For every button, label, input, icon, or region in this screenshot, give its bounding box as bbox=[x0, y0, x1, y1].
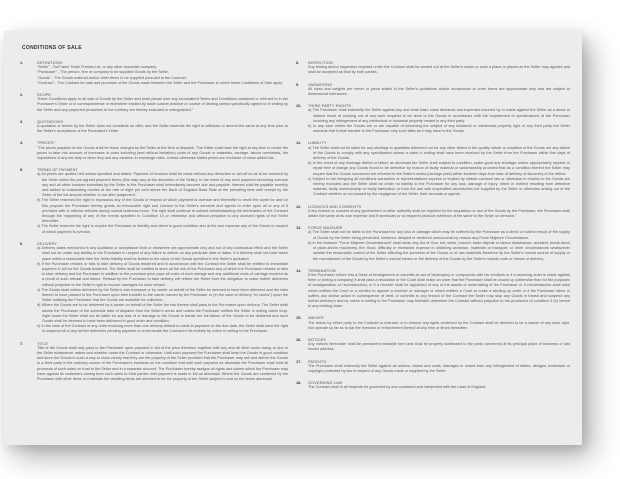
section-number: 11. bbox=[296, 140, 302, 146]
section-paragraph: Any notices hereunder shall be permanent readable form and shall be properly addressed to the party concerned at its principal place of business or last known address. bbox=[308, 342, 570, 352]
section-title: DEFINITIONS bbox=[37, 60, 63, 65]
section-paragraph: a) The Purchaser shall indemnify the Seller against any and shall claim costs demands and expenses incurred by or made against the Seller as a direct or indirect result of carrying out of any work required to be done to the Goods in accordance with the requirement or specifications of the Purchaser involving any infringement of any intellectual or industrial property vested in any third party. bbox=[308, 108, 570, 123]
section bbox=[20, 60, 288, 86]
section-paragraph: If any licence or consent of any government or other authority shall be required for the acquisition or use of the Goods by the Purchaser, the Purchaser shall obtain the same at its own expense and if necessary or so required produce evidence of the same to the Seller on demand." bbox=[308, 208, 570, 219]
section bbox=[296, 82, 570, 98]
section-number: 5. bbox=[20, 167, 24, 173]
section-title: "PRICES" bbox=[37, 140, 56, 146]
section-content bbox=[308, 380, 570, 390]
section-title: THIRD PARTY RIGHTS bbox=[308, 103, 352, 109]
section-paragraph: These Conditions apply to all sale of Goods by the Seller and shall prevail over any inconsistent Terms and Conditions contained or referred to in the Purchaser's Order or in correspondence or elsewhere implied by trade custom practice or course of dealing unless specifically agreed to in writing by the Seller and any purported provisions to the contrary are hereby excluded or extinguished." bbox=[37, 97, 288, 112]
section-title: TITLE bbox=[37, 340, 49, 346]
column-left bbox=[20, 60, 288, 397]
section-title: VARIATIONS bbox=[308, 81, 332, 87]
section-title: DELIVERY bbox=[37, 240, 57, 246]
section bbox=[20, 140, 288, 161]
section-paragraph: c) The Seller reserves the right to require the Purchaser to identify and return in good condition and at his own expense any of the Goods in respect of which payment is overdue. bbox=[37, 224, 288, 234]
section-number: 18. bbox=[296, 380, 302, 386]
section-number: 10. bbox=[296, 103, 302, 109]
column-right bbox=[296, 60, 570, 397]
section-number: 15. bbox=[296, 315, 302, 321]
section-title: LIABILITY bbox=[308, 140, 327, 146]
section-content bbox=[37, 241, 288, 335]
section-paragraph: c) Subject to the foregoing all conditions warranties or representations express or implied by statute common law or otherwise in relation to the Goods are hereby excluded and the Seller shall be under no liability to the Purchaser for any loss, damage or injury, direct or indirect resulting from defective material, faulty workmanship or faulty fabrication or from the use with unspecified accessories not supplied by the Seller or otherwise arising out of the Contract whether or not caused by the negligence of the Seller, their servants or agents. bbox=[308, 176, 570, 197]
section bbox=[296, 60, 570, 76]
section-content bbox=[308, 315, 570, 331]
section-content bbox=[308, 337, 570, 353]
section-number: 2. bbox=[20, 92, 24, 98]
section-title: FORCE MAJEURE bbox=[308, 225, 343, 231]
section-content bbox=[308, 268, 570, 310]
section-paragraph: b) In any case where the Goods are or are capable of becoming the subject of any industrial or intellectual property right of any third party the Seller warrants that it shall transfer to the Purchaser only such titles as it may have to the Goods. bbox=[308, 124, 570, 134]
section-paragraph: b) If the Purchaser refuses or fails to take delivery of Goods tendered and in accordance with the Contract the Seller shall be entitled to immediate payment in full for the Goods tendered. The Seller shall be entitled to store all the risk of the Purchaser any of which the Purchaser refuses or fails to take delivery and the Purchaser in addition to the purchase price pays all costs of such storage and any additional costs of carriage incurred as a result of such refusal and failure. Refusal by the Purchaser to take delivery will relieve the Seller from the obligation to make further deliveries without prejudice to the Seller's right to recover damages for such refusal. bbox=[37, 261, 288, 287]
section bbox=[296, 225, 570, 261]
section-title: TERMS OF PAYMENT bbox=[37, 167, 79, 173]
section-number: 17. bbox=[296, 358, 302, 364]
section-content bbox=[308, 359, 570, 375]
section-paragraph: a) The Seller shall not be liable for any shortage in quantities delivered nor for any other defect in the quality nature or condition of the Goods nor any failure of the Goods to comply with any specification unless a claim in writing shall have been received by the Seller from the Purchaser within five days of delivery of the Goods. bbox=[308, 145, 570, 161]
section-paragraph: "Contract" - The Contract for sale and purchase of the Goods made between the Seller and the Purchaser to which these Conditions of Sale apply. bbox=[37, 80, 283, 85]
section bbox=[296, 337, 570, 353]
section-content bbox=[37, 140, 288, 161]
section-paragraph: "The prices payable for the Goods shall be those charged by the Seller at the time of dispatch. The Seller shall have the right at any time to revise the prices to take into account of increases in costs including (and without limitation) costs of any Goods or materials, carriage, labour overheads, the impositions of any tax duty or other levy and any variation in exchange rates. Unless otherwise stated prices are exclusive of value added tax. bbox=[37, 145, 288, 161]
section-content bbox=[308, 204, 570, 220]
section-title: LICENCES AND CONSENTS bbox=[308, 203, 362, 209]
section-number: 3. bbox=[20, 118, 24, 124]
section-number: 13. bbox=[296, 225, 302, 231]
section-paragraph: a) Delivery dates mentioned in any quotation or acceptance form or elsewhere are approximate only and not of any contractual effect and the Seller shall not be under any liability to the Purchaser in respect of any failure to deliver on any particular date or dates. If a delivery shall not have taken place within a reasonable time the Seller liability shall be limited to the value of the Goods specified in the Seller's quotation. bbox=[37, 246, 288, 261]
section-paragraph: "Seller" - TruFrame Trade Frames Ltd. or any other associate company. bbox=[37, 65, 157, 70]
section-paragraph: b) In the instance "Force Majeure Circumstances" shall mean any Act of God, riot, strike, lockout, trade dispute or labour disturbance, accident, break-down of plant and/or machinery, fire, flood, difficulty or increased expense in obtaining workman, materials or transport, or other circumstances whatsoever outside the reasonable control of the Seller affecting the provision of the Goods or of raw materials therefore by the Seller's normal source of supply or the manufacture of the Goods by the Seller's normal means or the delivery of the Goods by the Seller's normal route or means of delivery. bbox=[308, 240, 570, 261]
section-paragraph: Any testing and/or inspection required under the Contract shall be carried out at the Seller's works or such a place or places as the Seller may appoint and shall be accepted as final by both parties. bbox=[308, 65, 570, 75]
section-content bbox=[308, 140, 570, 197]
section-content bbox=[308, 82, 570, 98]
section bbox=[296, 268, 570, 310]
section-title: TERMINATION bbox=[308, 267, 336, 273]
page-title: CONDITIONS OF SALE bbox=[22, 45, 82, 51]
section-content bbox=[308, 225, 570, 261]
section-title: QUOTATIONS bbox=[37, 118, 64, 124]
section-title: SCOPE bbox=[37, 92, 52, 98]
section bbox=[20, 92, 288, 113]
document-page bbox=[4, 31, 582, 445]
section-title: INSPECTION bbox=[308, 60, 333, 65]
section-content bbox=[37, 119, 288, 135]
section-title: WAIVER bbox=[308, 315, 324, 321]
section bbox=[20, 241, 288, 335]
section-content bbox=[37, 60, 288, 86]
section-title: NOTICES bbox=[308, 336, 326, 342]
section-paragraph: d) Where the Goods are to be delivered by a carrier on behalf of the Seller the risk therein shall pass to the Purchaser upon delivery. The Seller shall advise the Purchaser of the schedule date of dispatch from the Seller's works and unless the Purchaser notifies the Seller in writing within forty-eight hours the Seller shall not be liable for any loss of or damage to the Goods in transit nor the failure of the Goods to be delivered and such Goods shall be deemed to have been delivered in good order and condition. bbox=[37, 303, 288, 323]
section-number: 1. bbox=[20, 60, 24, 65]
section-paragraph: A quotation or tender by the Seller does not constitute an offer, and the Seller reserves the right to withdraw or amend the same at any time prior to the Seller's acceptance of the Purchaser's Order. bbox=[37, 124, 288, 134]
section-title: GOVERNING LAW bbox=[308, 380, 343, 386]
section-number: 12. bbox=[296, 203, 302, 209]
section-paragraph: a) All prices are quoted nett unless specified and stated. Payment of invoices shall be made without any deduction or set-off so as to be received by the Seller within the pre-agreed payment terms (this may vary at the discretion of the Seller). In the event of any such payment becoming overdue any and all other invoices submitted by the Seller to the Purchaser shall immediately become due and payable. Interest shall be payable monthly and added to outstanding monies at the rate of eight per cent above the Bank of England Base Rate at the prevailing time until receipt by the Seller of the full amount whether or not after judgement. bbox=[37, 172, 288, 198]
section bbox=[296, 359, 570, 375]
section bbox=[296, 140, 570, 197]
section-paragraph: c) The Goods shall unless delivered by the Seller's own transport or by carrier on behalf of the Seller be deemed to have been delivered and the risks therein to have passed to the Purchaser upon their transfer to the carrier named by the Purchaser or (in the case of delivery "ex works") upon the Seller notifying the Purchaser that the Goods are available for collection. bbox=[37, 287, 288, 303]
section bbox=[20, 119, 288, 135]
section-paragraph: If the Purchaser enters into a Deed of Arrangement or commits an act of bankruptcy or compounds with his creditors or if a receiving order is made against them or (being a company) it shall pass a resolution or the Court shall make an order that the Purchaser shall be wound up (otherwise than for the purposes of amalgamation or reconstruction) or if a receiver shall be appointed of any of the assets or undertaking of the Purchaser or if circumstances shall arise which entitles the Court or a creditor to appoint a receiver or manager or which entitles a Court to make a winding-up order or if the Purchaser takes or suffers any similar action in consequence of debt, or commits to any breach of the Contract the Seller may stop any Goods in transit and suspend any further delivery's and by notice in writing to the Purchaser may forthwith determine the Contract without prejudice to the provisions of condition 5 (b) hereof to any existing claim. bbox=[308, 272, 570, 309]
section-paragraph: The Contract shall in all respects be governed by and construed and interpreted with the Laws of England. bbox=[308, 385, 487, 390]
section-paragraph: a) The Seller shall not be liable to the Purchaser for any loss or damage which may be suffered by the Purchaser as a direct or indirect result of the supply of Goods by the Seller being prevented, hindered, delayed or rendered uneconomic by reason any Force Majeure Circumstance. bbox=[308, 230, 570, 240]
section-content bbox=[37, 341, 288, 383]
section-content bbox=[308, 60, 570, 76]
section-paragraph: Title of the Goods shall only pass to the Purchaser upon payment in full of the price therefore together with any and all other sums owing or due to the Seller whatsoever nature and whether under the Contract or otherwise. Until such payment the Purchaser shall keep the Goods in good condition and store the Goods in such a way to show clearly that they are the property of the Seller provided that the Purchaser may sell and deliver the Goods to a third party in the ordinary course of the Purchaser's business on the condition that until such payment as aforesaid the Purchaser shall hold all proceeds of such sales on trust to the Seller and in a separate account. The Purchaser hereby assigns all rights and claims which the Purchaser may have against its customers arising from such sales to third parties until payment is made in full as aforesaid. Where the Goods are combined by the Purchaser with other items or materials the resulting items are deemed to be the property of the Seller subject to and on the terms aforesaid. bbox=[37, 345, 288, 381]
section bbox=[20, 341, 288, 383]
section-content bbox=[308, 103, 570, 134]
section bbox=[296, 315, 570, 331]
columns-container bbox=[20, 60, 570, 397]
section-content bbox=[37, 92, 288, 113]
section-number: 16. bbox=[296, 336, 302, 342]
section-number: 8. bbox=[296, 60, 300, 65]
section-paragraph: The failure by either party to the Contract to exercise or to enforce any rights conferred by the Contract shall be deemed to be a waiver of any such right. Nor operate so far as to bar the exercise or enforcement thereof at any time or times thereafter. bbox=[308, 320, 570, 330]
section-content bbox=[37, 167, 288, 235]
section-number: 6. bbox=[20, 240, 24, 246]
section-paragraph: b) The Seller reserves the right to repossess any of the Goods in respect of which payment is overdue and thereafter to resell the same for and for this purpose the Purchaser hereby grants an irrevocable right and Licence to the Seller's servants and agents to enter upon all or any of it premises with or without vehicles during normal business hours. The right shall continue to subsist notwithstanding the termination of the Contract through the happening of any of the events specified in Condition 15 or otherwise and without prejudice to any accrued rights of the Seller thereafter. bbox=[37, 198, 288, 224]
section-paragraph: b) In the event of any shortage defect or failure as aforesaid the Seller shall subject to condition, make good any shortage and/or appropriately replace or repair free of charge any Goods found to be defective by reason of faulty material or workmanship provided that as a condition thereof the Seller may require that the Goods concerned are returned to the Seller's works (carriage paid) within fourteen days from date of delivery of discovery of the defect. bbox=[308, 161, 570, 176]
section bbox=[296, 204, 570, 220]
section-title: PATENTS bbox=[308, 358, 327, 364]
section-paragraph: "Purchaser" - The person, firm or company to be supplied Goods by the Seller. bbox=[37, 70, 169, 75]
section-paragraph: The Purchaser shall indemnify the Seller against all actions, claims and costs, damages or losses from any infringement of letters, designs, trademark or copyright protected by law in respect of any Goods made or supplied by the Seller. bbox=[308, 363, 570, 373]
section-number: 4. bbox=[20, 140, 24, 146]
section-paragraph: "Goods" - The Goods material and/or other items to be supplied pursuant to the Contract. bbox=[37, 75, 187, 80]
section bbox=[296, 380, 570, 390]
section-number: 7. bbox=[20, 340, 24, 346]
section-number: 14. bbox=[296, 267, 302, 273]
section-number: 9. bbox=[296, 81, 300, 87]
section bbox=[20, 167, 288, 235]
section-paragraph: e) In the case of the Contract of any order involving more than one delivery default is made in payment on the due date, the Seller shall have the right to suspend all or any further deliveries pending payment or to terminate the Contract in its entirety by notice in writing to the Purchaser. bbox=[37, 324, 288, 334]
section bbox=[296, 103, 570, 134]
section-paragraph: All sizes and weights per meter or piece stated in the Seller's quotations and/or acceptance of order forms are approximate only and are subject to dimensional tolerances. bbox=[308, 86, 570, 97]
